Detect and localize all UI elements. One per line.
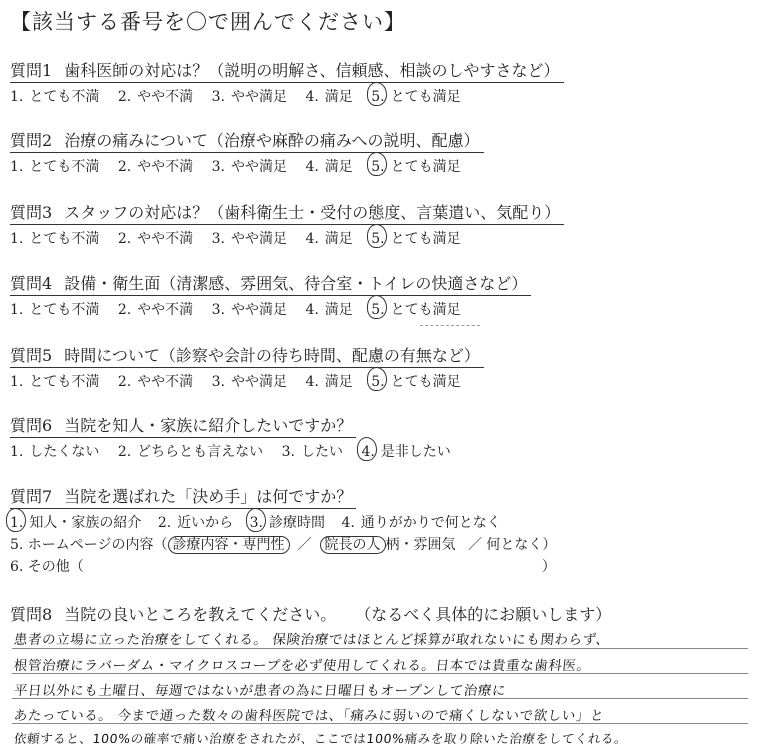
question-text: スタッフの対応は？（歯科衛生士・受付の態度、言葉遣い、気配り） [64,203,561,222]
option-2[interactable]: 2. やや不満 [117,374,194,390]
question-heading [10,271,531,296]
question-text: 当院の良いところを教えてください。 [64,605,337,624]
question-heading [10,128,484,153]
question-8 [10,602,755,626]
separator: ／ [297,537,312,553]
question-text: 時間について（診察や会計の待ち時間、配慮の有無など） [64,346,480,365]
q7-line-1 [10,512,755,534]
q7-option-somehow: ／ 何となく） [467,537,557,553]
option-list [10,156,755,176]
question-text: 当院を知人・家族に紹介したいですか？ [64,416,353,435]
question-5 [10,343,755,391]
option-3[interactable]: 3. やや満足 [211,231,287,247]
q7-line-3 [10,556,755,578]
option-4[interactable]: 4. 満足 [305,89,353,105]
handwritten-answer-line-4: あたっている。 今まで通った数々の歯科医院では、「痛みに弱いので痛くしないで欲しい」と [12,708,605,724]
question-text: 歯科医師の対応は？（説明の明解さ、信頼感、相談のしやすさなど） [64,61,560,80]
option-4[interactable]: 4. 満足 [305,374,353,390]
question-number: 質問2 [10,131,53,150]
option-2[interactable]: 2. どちらとも言えない [117,444,264,460]
question-heading [10,484,356,509]
q7-option-2[interactable]: 2. 近いから [157,515,234,531]
option-5-selected[interactable]: 5. とても満足 [371,374,461,390]
handwritten-answer-line-1: 患者の立場に立った治療をしてくれる。 保険治療ではほとんど採算が取れないにも関わらず、 [12,632,611,648]
option-1[interactable]: 1. とても不満 [10,374,100,390]
option-list [10,371,755,391]
option-4[interactable]: 4. 満足 [305,302,353,318]
page-title: 【該当する番号を〇で囲んでください】 [10,10,406,34]
q7-option-5-label: 5. ホームページの内容（ [10,537,168,553]
q7-line-2 [10,534,755,556]
question-note: （なるべく具体的にお願いします） [355,605,612,624]
question-3 [10,200,755,248]
option-2[interactable]: 2. やや不満 [117,231,194,247]
q7-circled-specialty[interactable]: 診療内容・専門性 [168,536,290,554]
option-list [10,86,755,106]
question-2 [10,128,755,176]
option-list [10,299,755,319]
option-1[interactable]: 1. とても不満 [10,89,100,105]
option-5-selected[interactable]: 5. とても満足 [371,89,461,105]
option-2[interactable]: 2. やや不満 [117,159,194,175]
question-number: 質問6 [10,416,53,435]
question-text: 当院を選ばれた「決め手」は何ですか？ [64,487,353,506]
handwritten-answer-line-2: 根管治療にラバーダム・マイクロスコープを必ず使用してくれる。日本では貴重な歯科医。 [12,658,592,674]
question-heading [10,58,564,83]
q7-option-3-selected[interactable]: 3. 診療時間 [249,515,325,531]
question-7 [10,484,755,578]
option-list [10,228,755,248]
option-5-selected[interactable]: 5. とても満足 [371,302,461,318]
option-1[interactable]: 1. とても不満 [10,302,100,318]
stray-pen-mark [420,325,480,327]
question-heading [10,602,615,626]
handwritten-answer-line-5: 依頼すると、100%の確率で痛い治療をされたが、ここでは100%痛みを取り除いた治療をしてくれる。 [13,731,629,746]
option-2[interactable]: 2. やや不満 [117,89,194,105]
option-5-selected[interactable]: 5. とても満足 [371,231,461,247]
q7-option-6-label: 6. その他（ [10,559,84,575]
question-text: 治療の痛みについて（治療や麻酔の痛みへの説明、配慮） [64,131,480,150]
q7-other-close: ） [541,559,556,575]
option-3[interactable]: 3. やや満足 [211,302,287,318]
option-list [10,441,755,461]
question-number: 質問8 [10,605,53,624]
q7-circled-director[interactable]: 院長の人 [320,536,386,554]
option-3[interactable]: 3. やや満足 [211,374,287,390]
option-3[interactable]: 3. やや満足 [211,159,287,175]
question-4 [10,271,755,319]
option-1[interactable]: 1. とても不満 [10,231,100,247]
option-1[interactable]: 1. とても不満 [10,159,100,175]
question-number: 質問1 [10,61,53,80]
question-number: 質問3 [10,203,53,222]
option-3[interactable]: 3. やや満足 [211,89,287,105]
option-4[interactable]: 4. 満足 [305,159,353,175]
option-2[interactable]: 2. やや不満 [117,302,194,318]
q7-director-rest: 柄・雰囲気 [385,537,456,553]
option-3[interactable]: 3. したい [281,444,343,460]
question-text: 設備・衛生面（清潔感、雰囲気、待合室・トイレの快適さなど） [64,274,528,293]
question-number: 質問4 [10,274,53,293]
handwritten-answer-line-3: 平日以外にも土曜日、毎週ではないが患者の為に日曜日もオープンして治療に [12,683,507,699]
question-1 [10,58,755,106]
question-heading [10,343,484,368]
question-number: 質問7 [10,487,53,506]
question-heading [10,200,564,225]
option-1[interactable]: 1. したくない [10,444,100,460]
question-6 [10,413,755,461]
q7-option-4[interactable]: 4. 通りがかりで何となく [341,515,501,531]
option-4-selected[interactable]: 4. 是非したい [361,444,451,460]
q7-options [10,512,755,578]
option-4[interactable]: 4. 満足 [305,231,353,247]
question-heading [10,413,356,438]
q7-option-1-selected[interactable]: 1. 知人・家族の紹介 [10,515,142,531]
question-number: 質問5 [10,346,53,365]
answer-rule [12,648,748,649]
option-5-selected[interactable]: 5. とても満足 [371,159,461,175]
